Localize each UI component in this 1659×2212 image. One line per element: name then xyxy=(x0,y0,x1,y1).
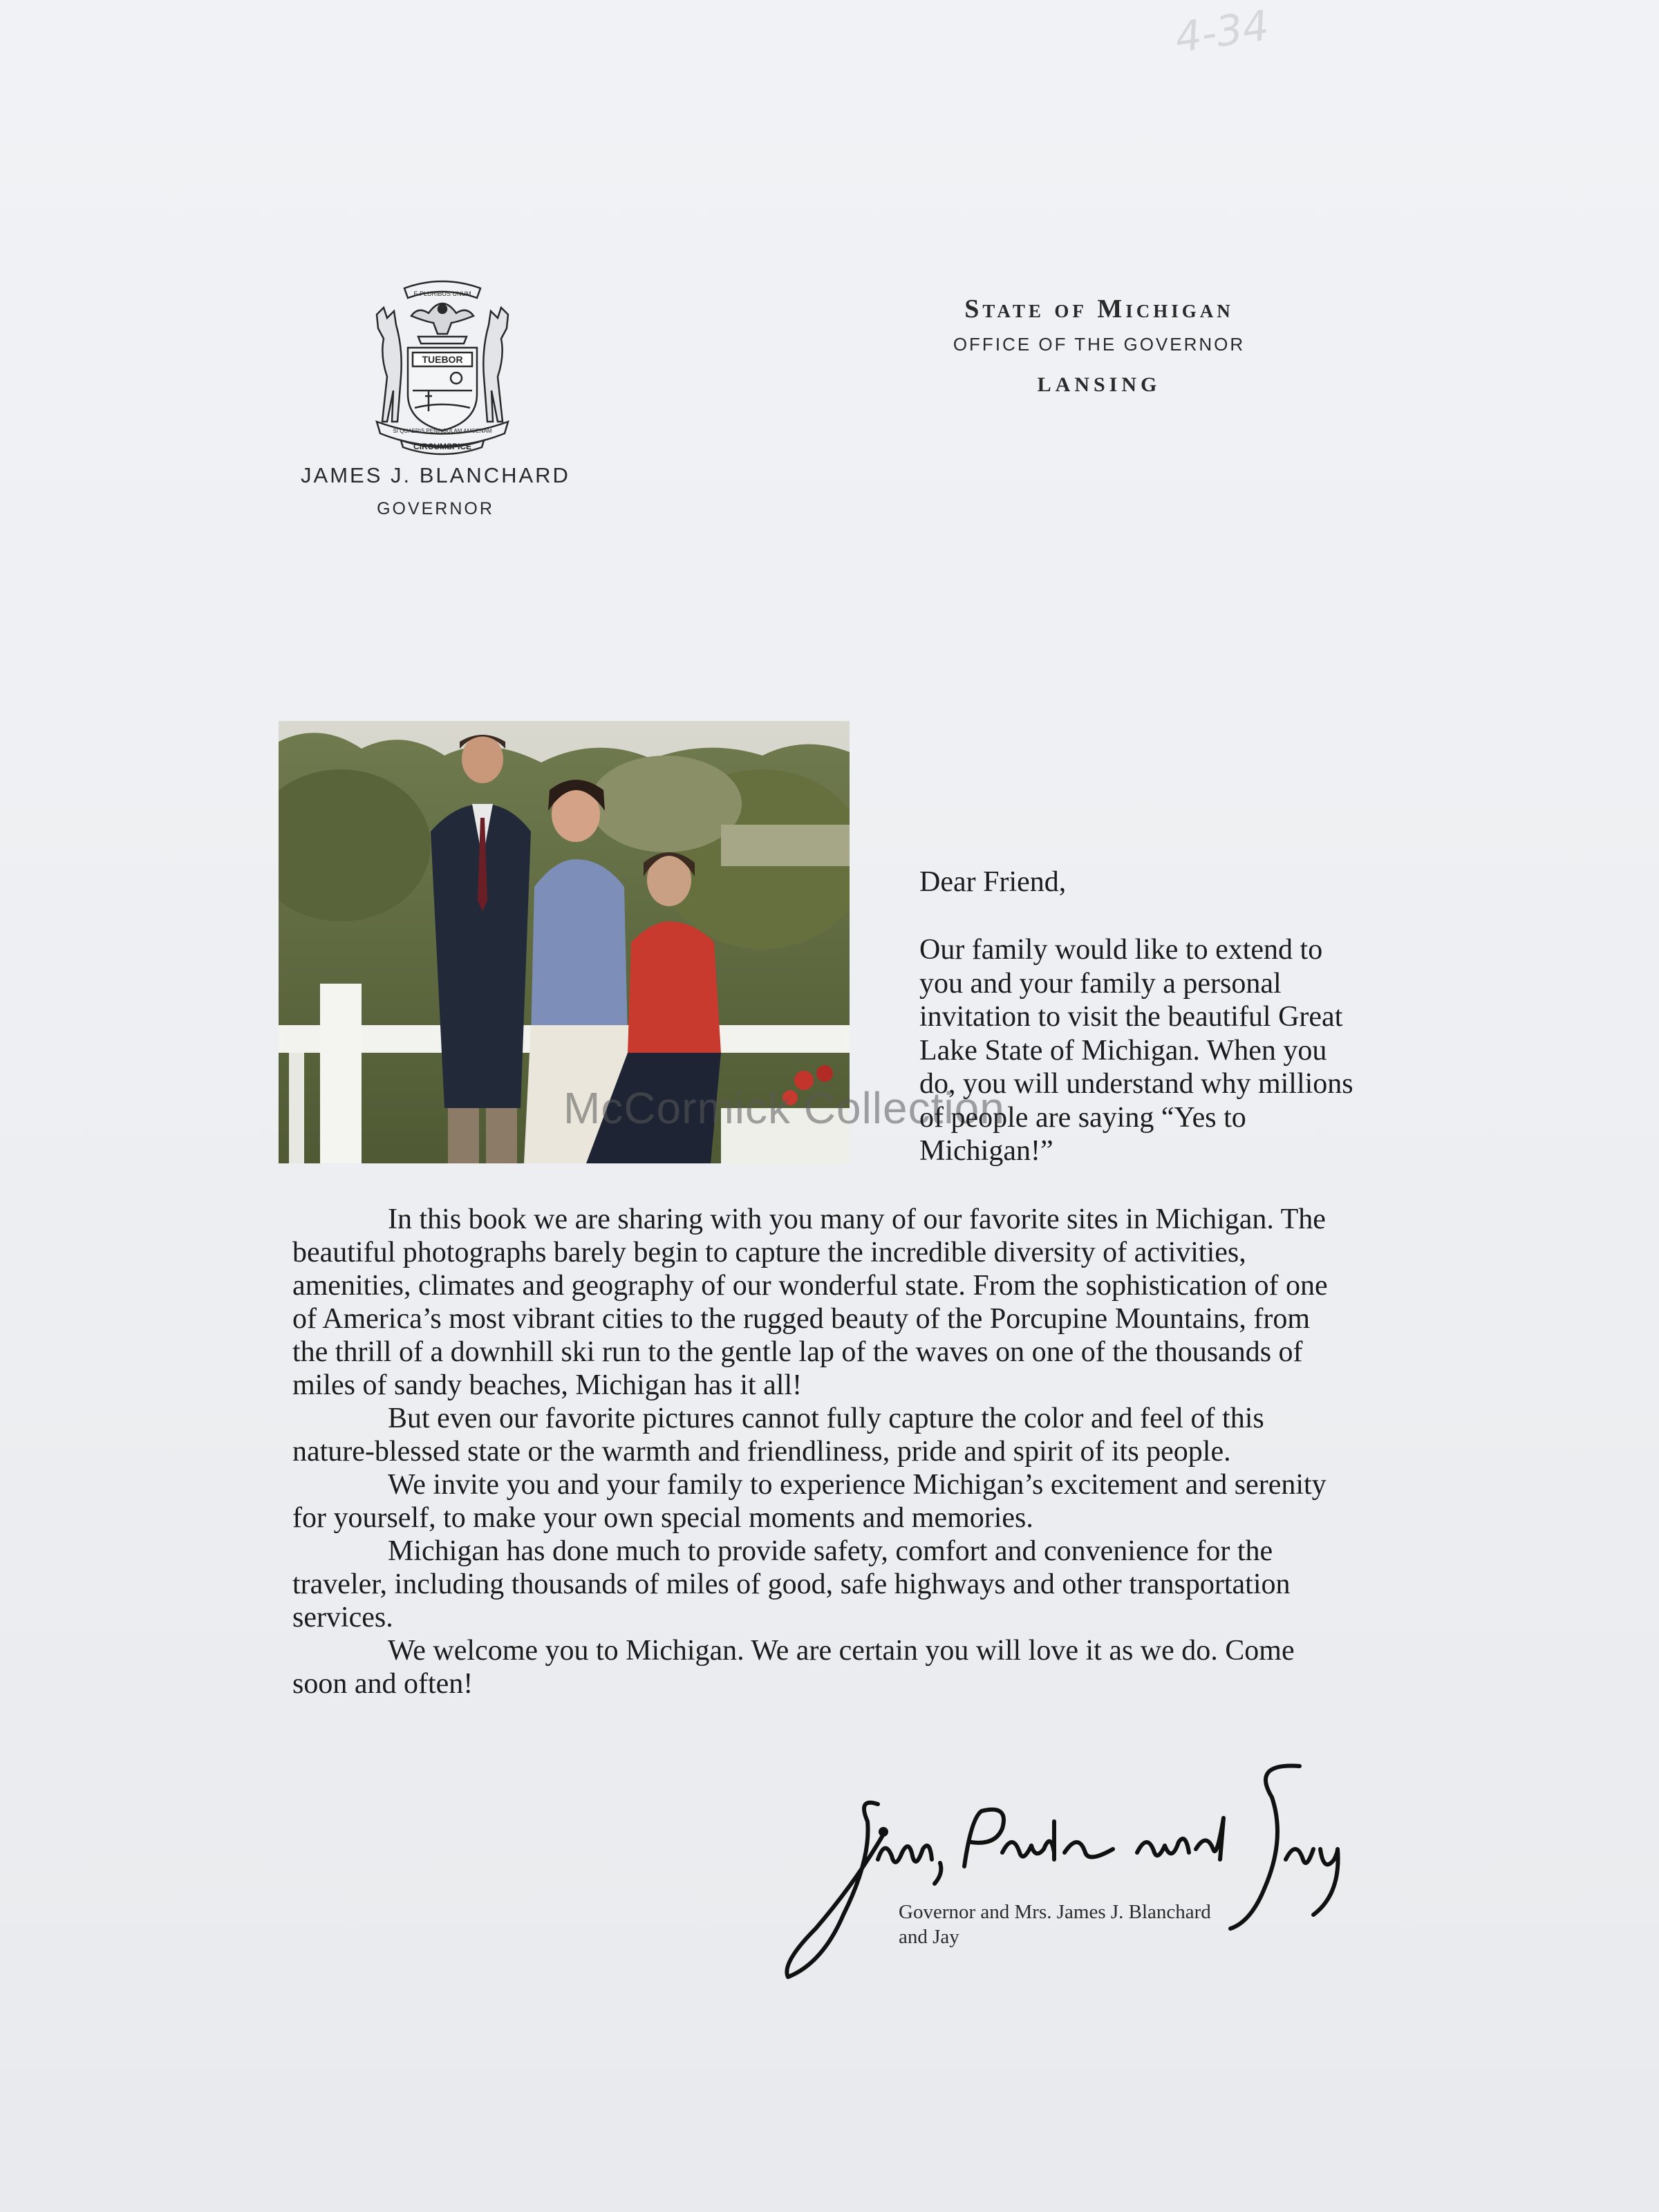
state-name: State of Michigan xyxy=(964,294,1234,324)
governor-name: JAMES J. BLANCHARD xyxy=(301,463,570,487)
paragraph: In this book we are sharing with you many of our favorite sites in Michigan. The beautiful photographs barely begin to capture the incredible diversity of activities, amenities, climates and geography of our wonderful state. From the sophistication of one of America’s most vibrant cities to the rugged beauty of the Porcupine Mountains, from the thrill of a downhill ski run to the gentle lap of the waves on one of the thousands of miles of sandy beaches, Michigan has it all! xyxy=(292,1203,1328,1401)
signature-caption-line-2: and Jay xyxy=(899,1926,959,1948)
city-name: LANSING xyxy=(1037,373,1161,396)
state-letterhead xyxy=(857,294,1341,397)
governor-title: GOVERNOR xyxy=(377,499,494,518)
handwritten-signature xyxy=(774,1756,1355,1991)
salutation: Dear Friend, xyxy=(919,866,1067,898)
watermark-text: McCormick Collection xyxy=(563,1083,1005,1133)
seal-bottom-text: CIRCUMSPICE xyxy=(413,442,472,451)
michigan-state-seal-icon xyxy=(363,273,522,456)
paragraph: Michigan has done much to provide safety, comfort and convenience for the traveler, including thousands of miles of good, safe highways and other transportation services. xyxy=(292,1535,1291,1633)
office-name: OFFICE OF THE GOVERNOR xyxy=(953,334,1246,355)
signature-caption-line-1: Governor and Mrs. James J. Blanchard xyxy=(899,1901,1211,1923)
seal-shield-text: TUEBOR xyxy=(422,354,463,365)
paragraph: We invite you and your family to experience Michigan’s excitement and serenity for yourself, to make your own special moments and memories. xyxy=(292,1469,1327,1534)
pencil-note: 4-34 xyxy=(1172,1,1273,63)
paragraph: But even our favorite pictures cannot fully capture the color and feel of this nature-blessed state or the warmth and friendliness, pride and spirit of its people. xyxy=(292,1403,1264,1468)
signature-caption xyxy=(899,1900,1286,1949)
letter-body xyxy=(292,1203,1343,1700)
paragraph: We welcome you to Michigan. We are certain you will love it as we do. Come soon and often! xyxy=(292,1635,1295,1700)
seal-ribbon-text: SI QUAERIS PENINSULAM AMOENAM xyxy=(393,428,492,434)
intro-paragraph: Our family would like to extend to you and your family a personal invitation to visit the beautiful Great Lake State of Michigan. When you do, you will understand why millions of people are saying “Yes to Michigan!” xyxy=(919,934,1353,1167)
seal-banner-text: E PLURIBUS UNUM xyxy=(413,290,471,297)
